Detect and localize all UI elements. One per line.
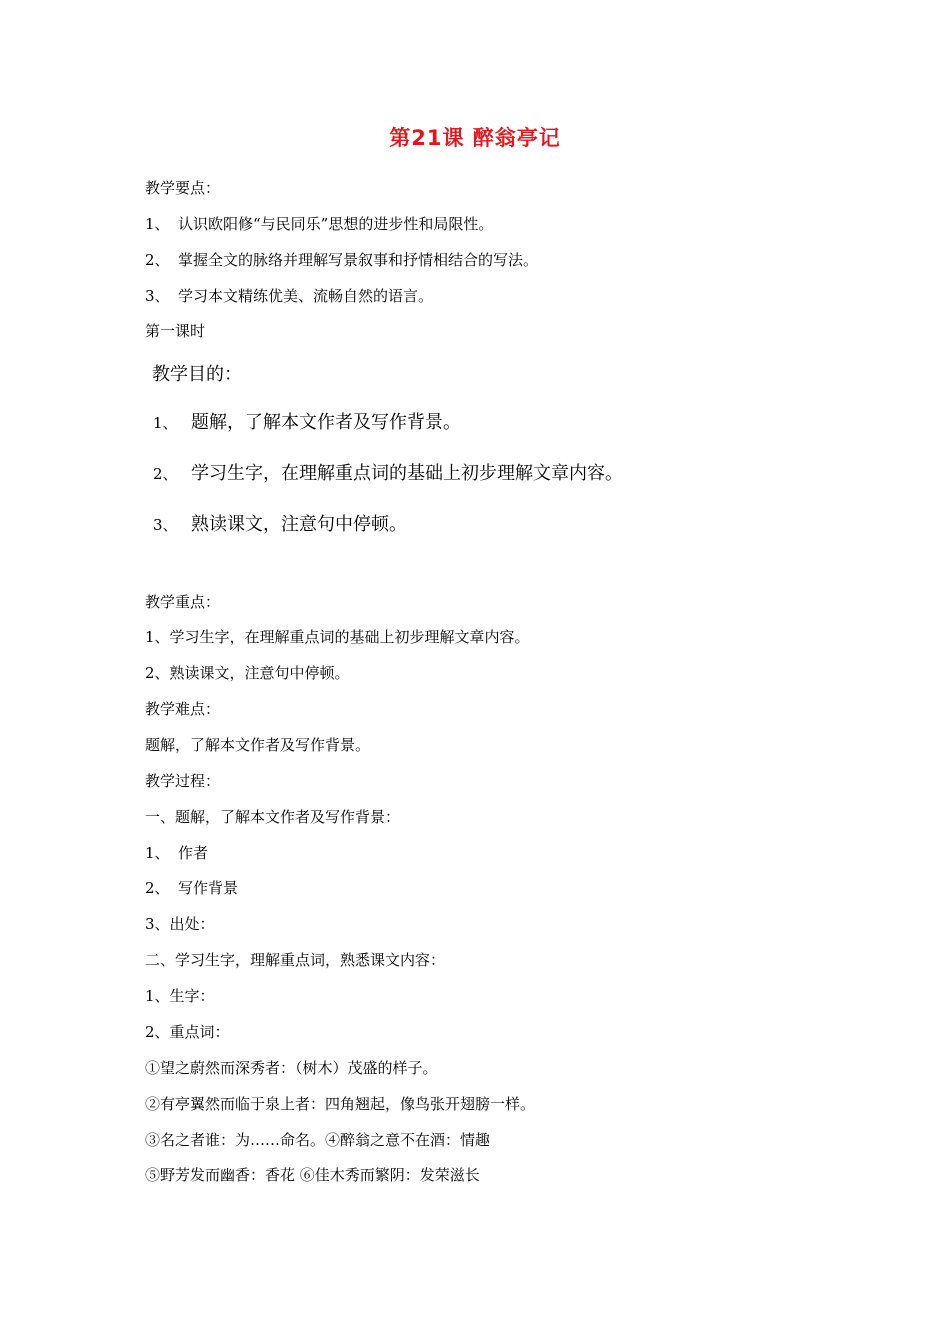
list-number: 2、	[153, 465, 178, 483]
process-section-2-item-2: 2、重点词：	[145, 1023, 230, 1041]
list-text: 学习本文精练优美、流畅自然的语言。	[178, 287, 434, 305]
process-heading: 教学过程：	[145, 772, 221, 790]
list-number: 1、	[145, 215, 170, 233]
page-title: 第21课 醉翁亭记	[389, 126, 561, 150]
process-section-1-item-2	[145, 878, 238, 898]
process-section-2-item-1: 1、生字：	[145, 987, 215, 1005]
process-section-1-item-1	[145, 843, 208, 863]
list-number: 2、	[145, 251, 170, 269]
objectives-heading: 教学目的：	[152, 364, 242, 385]
teaching-point-3	[145, 286, 433, 306]
vocab-line-2: ②有亭翼然而临于泉上者：四角翘起，像鸟张开翅膀一样。	[145, 1095, 536, 1113]
list-number: 2、	[145, 879, 170, 897]
teaching-points-heading: 教学要点：	[145, 179, 221, 197]
teaching-point-2	[145, 250, 538, 270]
list-text: 学习生字，在理解重点词的基础上初步理解文章内容。	[191, 463, 623, 484]
key-points-heading: 教学重点：	[145, 593, 221, 611]
key-point-2: 2、熟读课文，注意句中停顿。	[145, 664, 350, 682]
list-text: 熟读课文，注意句中停顿。	[191, 514, 407, 535]
key-point-1: 1、学习生字，在理解重点词的基础上初步理解文章内容。	[145, 628, 530, 646]
process-section-1-item-3: 3、出处：	[145, 915, 215, 933]
vocab-line-1: ①望之蔚然而深秀者：（树木）茂盛的样子。	[145, 1059, 438, 1077]
objective-1	[153, 411, 461, 435]
list-text: 题解，了解本文作者及写作背景。	[191, 412, 461, 433]
list-text: 掌握全文的脉络并理解写景叙事和抒情相结合的写法。	[178, 251, 539, 269]
vocab-line-3: ③名之者谁：为……命名。④醉翁之意不在酒：情趣	[145, 1131, 491, 1149]
list-number: 3、	[145, 287, 170, 305]
vocab-line-4: ⑤野芳发而幽香：香花 ⑥佳木秀而繁阴：发荣滋长	[145, 1166, 480, 1184]
difficulties-heading: 教学难点：	[145, 700, 221, 718]
difficulties-text: 题解，了解本文作者及写作背景。	[145, 736, 371, 754]
list-number: 1、	[145, 844, 170, 862]
teaching-point-1	[145, 214, 493, 234]
list-text: 作者	[178, 844, 209, 862]
lesson-one-label: 第一课时	[145, 322, 206, 340]
process-section-1: 一、题解，了解本文作者及写作背景：	[145, 808, 401, 826]
list-text: 写作背景	[178, 879, 239, 897]
objective-3	[153, 513, 407, 537]
list-text: 认识欧阳修“与民同乐”思想的进步性和局限性。	[178, 215, 494, 233]
list-number: 3、	[153, 516, 178, 534]
process-section-2: 二、学习生字，理解重点词，熟悉课文内容：	[145, 951, 446, 969]
objective-2	[153, 462, 623, 486]
list-number: 1、	[153, 414, 178, 432]
